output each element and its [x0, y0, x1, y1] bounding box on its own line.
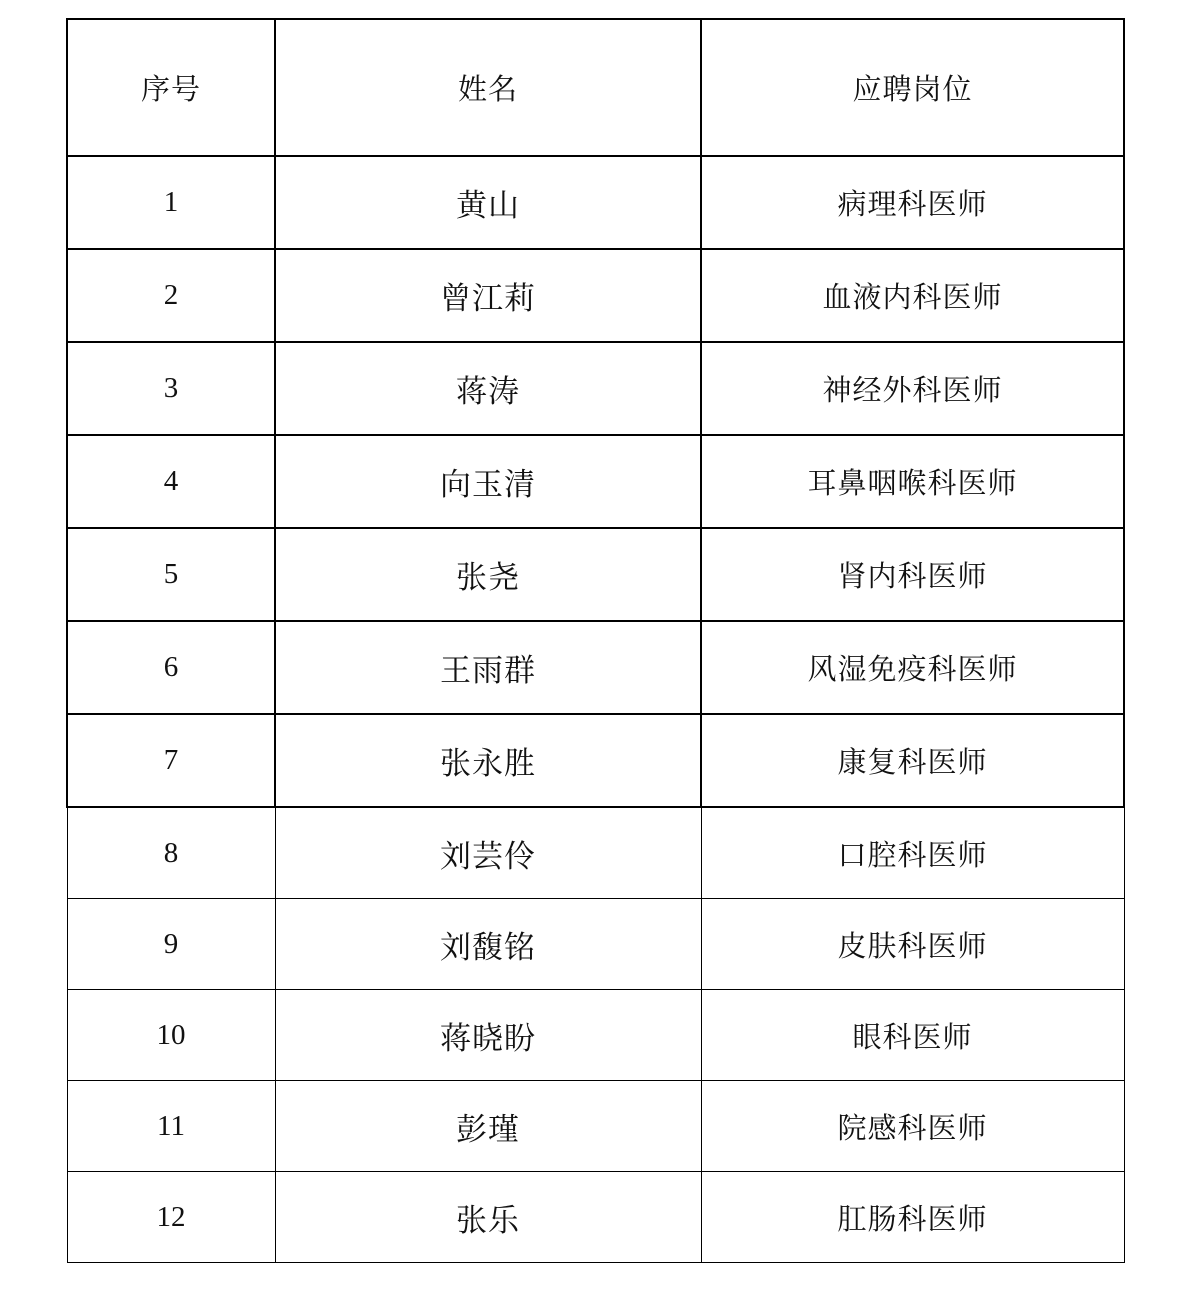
- table-header-row: [67, 19, 1124, 156]
- table-row: [67, 807, 1124, 899]
- serial-number-cell: 8: [67, 807, 275, 899]
- roster-sheet: [66, 18, 1123, 1263]
- table-row: [67, 621, 1124, 714]
- header-position: 应聘岗位: [701, 19, 1124, 156]
- serial-number-cell: 3: [67, 342, 275, 435]
- position-cell: 院感科医师: [701, 1081, 1124, 1172]
- serial-number-cell: 2: [67, 249, 275, 342]
- serial-number-cell: 4: [67, 435, 275, 528]
- name-cell: 刘馥铭: [275, 899, 701, 990]
- serial-number-cell: 6: [67, 621, 275, 714]
- table-row: [67, 714, 1124, 807]
- name-cell: 彭瑾: [275, 1081, 701, 1172]
- position-cell: 康复科医师: [701, 714, 1124, 807]
- position-cell: 口腔科医师: [701, 807, 1124, 899]
- table-row: [67, 1172, 1124, 1263]
- name-cell: 刘芸伶: [275, 807, 701, 899]
- position-cell: 病理科医师: [701, 156, 1124, 249]
- header-name: 姓名: [275, 19, 701, 156]
- position-cell: 肛肠科医师: [701, 1172, 1124, 1263]
- table-row: [67, 249, 1124, 342]
- position-cell: 风湿免疫科医师: [701, 621, 1124, 714]
- applicant-table: [66, 18, 1125, 1263]
- name-cell: 张永胜: [275, 714, 701, 807]
- header-serial-number: 序号: [67, 19, 275, 156]
- name-cell: 张乐: [275, 1172, 701, 1263]
- position-cell: 耳鼻咽喉科医师: [701, 435, 1124, 528]
- serial-number-cell: 1: [67, 156, 275, 249]
- table-row: [67, 1081, 1124, 1172]
- name-cell: 张尧: [275, 528, 701, 621]
- position-cell: 肾内科医师: [701, 528, 1124, 621]
- serial-number-cell: 9: [67, 899, 275, 990]
- name-cell: 曾江莉: [275, 249, 701, 342]
- name-cell: 王雨群: [275, 621, 701, 714]
- table-row: [67, 990, 1124, 1081]
- serial-number-cell: 10: [67, 990, 275, 1081]
- table-row: [67, 899, 1124, 990]
- table-row: [67, 528, 1124, 621]
- serial-number-cell: 11: [67, 1081, 275, 1172]
- position-cell: 神经外科医师: [701, 342, 1124, 435]
- name-cell: 黄山: [275, 156, 701, 249]
- serial-number-cell: 5: [67, 528, 275, 621]
- position-cell: 皮肤科医师: [701, 899, 1124, 990]
- position-cell: 眼科医师: [701, 990, 1124, 1081]
- table-row: [67, 156, 1124, 249]
- serial-number-cell: 7: [67, 714, 275, 807]
- table-row: [67, 435, 1124, 528]
- name-cell: 蒋涛: [275, 342, 701, 435]
- position-cell: 血液内科医师: [701, 249, 1124, 342]
- name-cell: 蒋晓盼: [275, 990, 701, 1081]
- name-cell: 向玉清: [275, 435, 701, 528]
- serial-number-cell: 12: [67, 1172, 275, 1263]
- table-row: [67, 342, 1124, 435]
